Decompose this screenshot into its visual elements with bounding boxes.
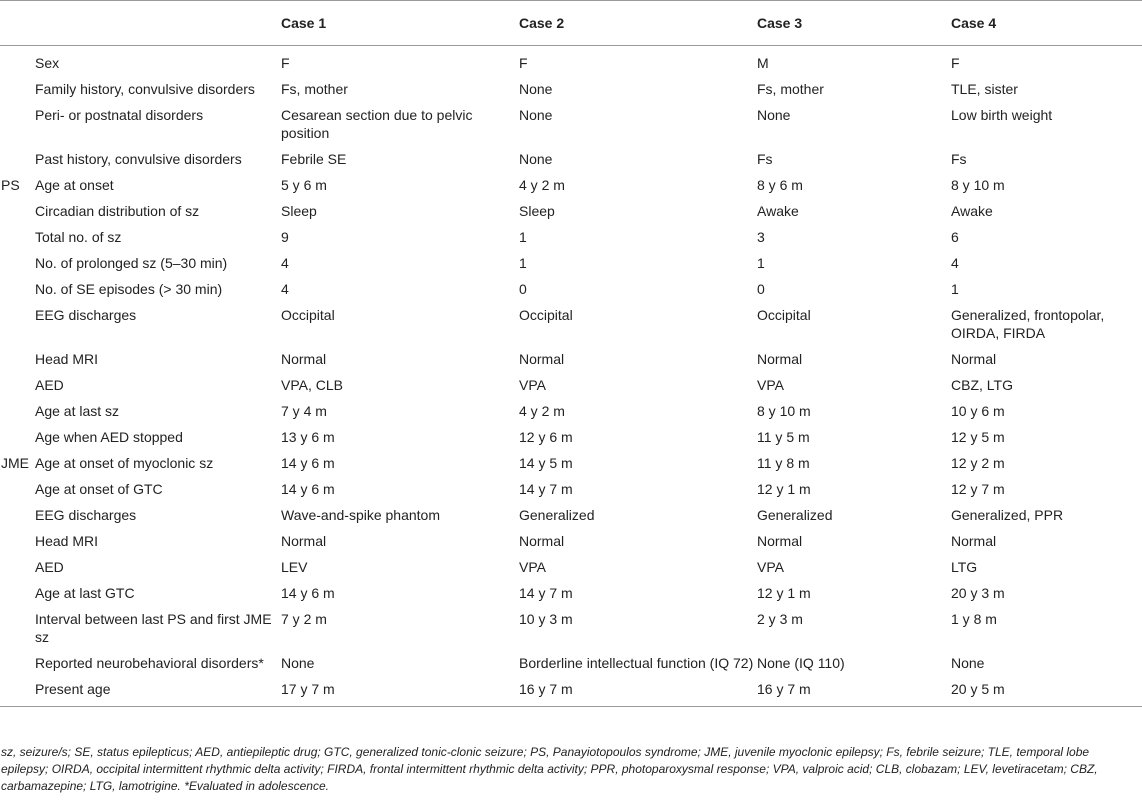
row-label: Past history, convulsive disorders bbox=[35, 151, 242, 167]
cell-case-3: 3 bbox=[757, 229, 765, 245]
row-label: Peri- or postnatal disorders bbox=[35, 107, 204, 123]
cell-case-1: F bbox=[281, 55, 290, 71]
row-group-label bbox=[0, 502, 34, 528]
row-group-label bbox=[0, 676, 34, 707]
cell-case-3: VPA bbox=[757, 559, 784, 575]
row-label: No. of SE episodes (> 30 min) bbox=[35, 281, 223, 297]
cell-case-4: LTG bbox=[951, 559, 978, 575]
cell-case-4: CBZ, LTG bbox=[951, 377, 1013, 393]
row-group-label bbox=[0, 372, 34, 398]
row-group-label bbox=[0, 250, 34, 276]
cell-case-1: 4 bbox=[281, 255, 289, 271]
cell-case-2: 1 bbox=[519, 229, 527, 245]
cell-case-3: Generalized bbox=[757, 507, 833, 523]
table-row bbox=[0, 250, 1142, 276]
row-label: Age at last sz bbox=[35, 403, 120, 419]
cell-case-3: 16 y 7 m bbox=[756, 676, 950, 707]
table-row bbox=[0, 476, 1142, 502]
row-label: Age when AED stopped bbox=[35, 429, 183, 445]
header-cell-case-4: Case 4 bbox=[950, 1, 1142, 46]
cell-case-2: 14 y 7 m bbox=[519, 481, 573, 497]
row-label: No. of prolonged sz (5–30 min) bbox=[35, 255, 228, 271]
table-row bbox=[0, 76, 1142, 102]
cell-case-1: 7 y 4 m bbox=[281, 403, 327, 419]
cell-case-4: 6 bbox=[951, 229, 959, 245]
cell-case-2: 4 y 2 m bbox=[519, 177, 565, 193]
row-group-label bbox=[0, 606, 34, 650]
cell-case-2: F bbox=[519, 55, 528, 71]
row-group-label bbox=[0, 476, 34, 502]
cell-case-1: 4 bbox=[281, 281, 289, 297]
table-row bbox=[0, 276, 1142, 302]
row-label: Head MRI bbox=[35, 351, 99, 367]
cell-case-1: 14 y 6 m bbox=[281, 585, 335, 601]
cell-case-3: M bbox=[757, 55, 769, 71]
cell-case-3: None bbox=[757, 107, 791, 123]
cell-case-4: None bbox=[951, 655, 985, 671]
row-group-label bbox=[0, 424, 34, 450]
cell-case-4: 10 y 6 m bbox=[951, 403, 1005, 419]
cell-case-3: 12 y 1 m bbox=[757, 585, 811, 601]
row-group-label: PS bbox=[1, 177, 20, 193]
row-group-label bbox=[0, 46, 34, 77]
table-row bbox=[0, 172, 1142, 198]
cell-case-4: 1 bbox=[951, 281, 959, 297]
cell-case-1: 14 y 6 m bbox=[281, 455, 335, 471]
cell-case-4: Generalized, PPR bbox=[951, 507, 1064, 523]
cell-case-2: 14 y 5 m bbox=[519, 455, 573, 471]
cell-case-1: Cesarean section due to pelvic position bbox=[281, 107, 473, 141]
row-group-label bbox=[0, 650, 34, 676]
row-label: Age at onset bbox=[35, 177, 114, 193]
cell-case-2: VPA bbox=[519, 377, 546, 393]
row-group-label bbox=[0, 224, 34, 250]
row-group-label bbox=[0, 346, 34, 372]
row-group-label bbox=[0, 528, 34, 554]
cell-case-3: 12 y 1 m bbox=[757, 481, 811, 497]
cell-case-1: Fs, mother bbox=[281, 81, 348, 97]
cell-case-3: Normal bbox=[757, 533, 803, 549]
row-group-label bbox=[0, 76, 34, 102]
row-label: Circadian distribution of sz bbox=[35, 203, 200, 219]
cell-case-2: Borderline intellectual function (IQ 72) bbox=[519, 655, 754, 671]
cell-case-3: 11 y 5 m bbox=[757, 429, 810, 445]
row-group-label bbox=[0, 198, 34, 224]
cell-case-4: 12 y 5 m bbox=[951, 429, 1005, 445]
cell-case-4: Low birth weight bbox=[951, 107, 1053, 123]
cell-case-4: Normal bbox=[951, 351, 997, 367]
cell-case-2: Normal bbox=[519, 351, 565, 367]
header-cell-case-1: Case 1 bbox=[280, 1, 518, 46]
header-cell-case-2: Case 2 bbox=[518, 1, 756, 46]
cell-case-4: 4 bbox=[951, 255, 959, 271]
row-group-label bbox=[0, 276, 34, 302]
cell-case-2: Generalized bbox=[519, 507, 595, 523]
cell-case-3: Awake bbox=[757, 203, 799, 219]
table-body bbox=[0, 46, 1142, 707]
cell-case-3: 2 y 3 m bbox=[757, 611, 803, 627]
cell-case-4: TLE, sister bbox=[951, 81, 1018, 97]
table-row bbox=[0, 580, 1142, 606]
table-row bbox=[0, 224, 1142, 250]
table-row bbox=[0, 676, 1142, 707]
cell-case-1: None bbox=[281, 655, 315, 671]
header-cell-blank bbox=[0, 1, 280, 46]
cell-case-4: Fs bbox=[951, 151, 967, 167]
table-row bbox=[0, 346, 1142, 372]
cell-case-4: Awake bbox=[951, 203, 993, 219]
cell-case-2: Normal bbox=[519, 533, 565, 549]
row-label: Total no. of sz bbox=[35, 229, 122, 245]
table-row bbox=[0, 554, 1142, 580]
cell-case-2: Sleep bbox=[519, 203, 555, 219]
cell-case-3: Occipital bbox=[757, 307, 811, 323]
cell-case-4: 20 y 3 m bbox=[951, 585, 1005, 601]
row-group-label bbox=[0, 146, 34, 172]
cell-case-4: 20 y 5 m bbox=[950, 676, 1142, 707]
table-row bbox=[0, 606, 1142, 650]
cell-case-4: Generalized, frontopolar, OIRDA, FIRDA bbox=[951, 307, 1105, 341]
cell-case-4: 12 y 7 m bbox=[951, 481, 1005, 497]
cell-case-3: 8 y 6 m bbox=[757, 177, 803, 193]
cell-case-1: Febrile SE bbox=[281, 151, 347, 167]
table-row bbox=[0, 146, 1142, 172]
cell-case-2: 14 y 7 m bbox=[519, 585, 573, 601]
row-label: Reported neurobehavioral disorders* bbox=[35, 655, 264, 671]
table-header-row bbox=[0, 1, 1142, 46]
cell-case-2: Occipital bbox=[519, 307, 573, 323]
table-row bbox=[0, 398, 1142, 424]
cell-case-1: 7 y 2 m bbox=[281, 611, 327, 627]
cell-case-1: Occipital bbox=[281, 307, 335, 323]
row-group-label bbox=[0, 398, 34, 424]
cell-case-3: 11 y 8 m bbox=[757, 455, 810, 471]
row-label: Age at onset of myoclonic sz bbox=[35, 455, 214, 471]
cell-case-2: VPA bbox=[519, 559, 546, 575]
cell-case-1: 17 y 7 m bbox=[280, 676, 518, 707]
cell-case-2: 16 y 7 m bbox=[518, 676, 756, 707]
row-group-label bbox=[0, 302, 34, 346]
row-group-label bbox=[0, 102, 34, 146]
cell-case-3: 8 y 10 m bbox=[757, 403, 811, 419]
table-row bbox=[0, 450, 1142, 476]
cell-case-2: 10 y 3 m bbox=[519, 611, 573, 627]
cell-case-1: Sleep bbox=[281, 203, 317, 219]
header-cell-case-3: Case 3 bbox=[756, 1, 950, 46]
row-label: AED bbox=[35, 559, 64, 575]
row-group-label bbox=[0, 554, 34, 580]
table-row bbox=[0, 650, 1142, 676]
cell-case-3: 1 bbox=[757, 255, 765, 271]
row-label: Interval between last PS and first JME sz bbox=[35, 611, 272, 645]
cell-case-2: 12 y 6 m bbox=[519, 429, 573, 445]
cell-case-1: 9 bbox=[281, 229, 289, 245]
row-label: Present age bbox=[34, 676, 280, 707]
table-row bbox=[0, 502, 1142, 528]
cell-case-3: None (IQ 110) bbox=[757, 655, 845, 671]
table-row bbox=[0, 302, 1142, 346]
cell-case-3: 0 bbox=[757, 281, 765, 297]
table-row bbox=[0, 372, 1142, 398]
cell-case-1: 5 y 6 m bbox=[281, 177, 327, 193]
row-label: Family history, convulsive disorders bbox=[35, 81, 255, 97]
cell-case-1: LEV bbox=[281, 559, 308, 575]
cell-case-4: F bbox=[951, 55, 960, 71]
cell-case-1: 13 y 6 m bbox=[281, 429, 335, 445]
cell-case-2: None bbox=[519, 107, 553, 123]
cell-case-3: Fs, mother bbox=[757, 81, 824, 97]
cell-case-2: None bbox=[519, 81, 553, 97]
row-label: Sex bbox=[35, 55, 60, 71]
table-row bbox=[0, 424, 1142, 450]
cell-case-1: Wave-and-spike phantom bbox=[281, 507, 441, 523]
cell-case-4: Normal bbox=[951, 533, 997, 549]
table-row bbox=[0, 46, 1142, 77]
cell-case-2: None bbox=[519, 151, 553, 167]
cell-case-2: 0 bbox=[519, 281, 527, 297]
row-label: Age at last GTC bbox=[35, 585, 135, 601]
row-label: EEG discharges bbox=[35, 507, 137, 523]
row-label: Age at onset of GTC bbox=[35, 481, 163, 497]
cell-case-2: 1 bbox=[519, 255, 527, 271]
table-row bbox=[0, 528, 1142, 554]
cell-case-1: Normal bbox=[281, 351, 327, 367]
row-label: Head MRI bbox=[35, 533, 99, 549]
row-group-label bbox=[0, 580, 34, 606]
cell-case-4: 12 y 2 m bbox=[951, 455, 1005, 471]
table-row bbox=[0, 102, 1142, 146]
cell-case-3: Normal bbox=[757, 351, 803, 367]
table-row bbox=[0, 198, 1142, 224]
cell-case-4: 8 y 10 m bbox=[951, 177, 1005, 193]
row-label: EEG discharges bbox=[35, 307, 137, 323]
cell-case-1: 14 y 6 m bbox=[281, 481, 335, 497]
cell-case-2: 4 y 2 m bbox=[519, 403, 565, 419]
cell-case-4: 1 y 8 m bbox=[951, 611, 997, 627]
row-group-label: JME bbox=[1, 455, 29, 471]
row-label: AED bbox=[35, 377, 64, 393]
cell-case-1: Normal bbox=[281, 533, 327, 549]
table-footnote: sz, seizure/s; SE, status epilepticus; AED, antiepileptic drug; GTC, generalized tonic-clonic seizure; PS, Panayiotopoulos syndrome; JME, juvenile myoclonic epilepsy; Fs, febrile seizure; TLE, temporal lobe epilepsy; OIRDA, occipital intermittent rhythmic delta activity; FIRDA, frontal intermittent rhythmic delta activity; PPR, photoparoxysmal response; VPA, valproic acid; CLB, clobazam; LEV, levetiracetam; CBZ, carbamazepine; LTG, lamotrigine. *Evaluated in adolescence. bbox=[1, 745, 1098, 793]
cell-case-1: VPA, CLB bbox=[281, 377, 343, 393]
cell-case-3: Fs bbox=[757, 151, 773, 167]
cell-case-3: VPA bbox=[757, 377, 784, 393]
